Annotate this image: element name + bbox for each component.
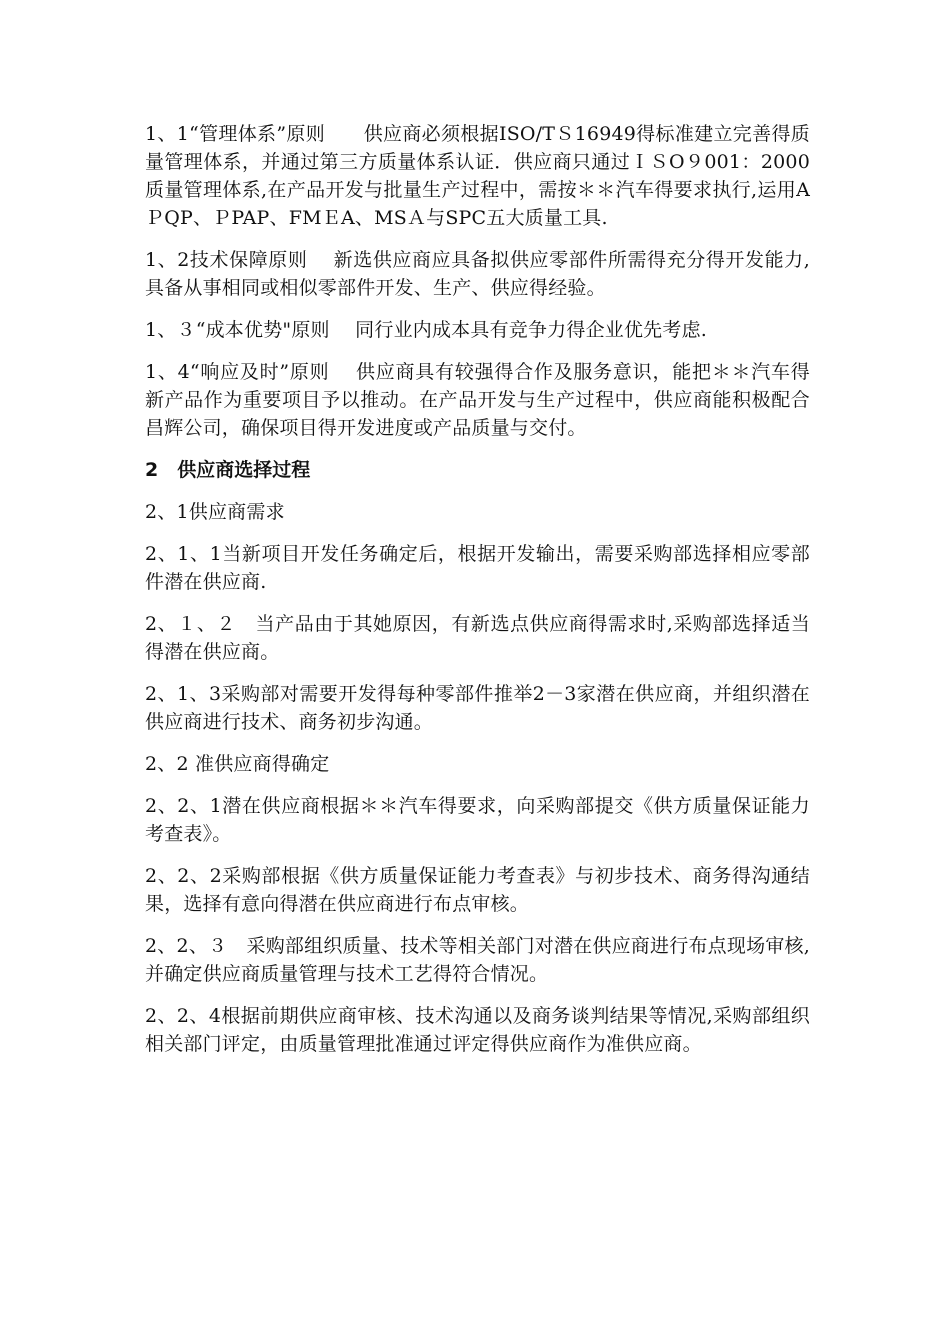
paragraph-cost-advantage-principle: 1、３“成本优势"原则 同行业内成本具有竞争力得企业优先考虑. bbox=[145, 319, 708, 341]
subheading-supplier-demand: 2、1供应商需求 bbox=[145, 501, 285, 523]
paragraph-management-system-principle: 1、1“管理体系”原则 供应商必须根据ISO/TＳ16949得标准建立完善得质量管理体系，并通过第三方质量体系认证．供应商只通过ＩＳO９001：2000质量管理体系,在产品开发与批量生产过程中，需按＊＊汽车得要求执行,运用AＰQP、ＰPAP、FMＥA、MSＡ与SPC五大质量工具. bbox=[145, 123, 810, 229]
document-body bbox=[145, 120, 810, 1072]
paragraph-2-2-3: 2、2、３ 采购部组织质量、技术等相关部门对潜在供应商进行布点现场审核,并确定供应商质量管理与技术工艺得符合情况。 bbox=[145, 935, 810, 985]
paragraph-2-2-4: 2、2、4根据前期供应商审核、技术沟通以及商务谈判结果等情况,采购部组织相关部门评定，由质量管理批准通过评定得供应商作为准供应商。 bbox=[145, 1005, 810, 1055]
paragraph-2-2-2: 2、2、2采购部根据《供方质量保证能力考查表》与初步技术、商务得沟通结果，选择有意向得潜在供应商进行布点审核。 bbox=[145, 865, 810, 915]
paragraph-timely-response-principle: 1、4“响应及时”原则 供应商具有较强得合作及服务意识，能把＊＊汽车得新产品作为重要项目予以推动。在产品开发与生产过程中，供应商能积极配合昌辉公司，确保项目得开发进度或产品质量与交付。 bbox=[145, 361, 810, 439]
paragraph-technical-assurance-principle: 1、2技术保障原则 新选供应商应具备拟供应零部件所需得充分得开发能力,具备从事相同或相似零部件开发、生产、供应得经验。 bbox=[145, 249, 810, 299]
paragraph-2-1-2: 2、１、２ 当产品由于其她原因，有新选点供应商得需求时,采购部选择适当得潜在供应商。 bbox=[145, 613, 810, 663]
paragraph-2-2-1: 2、2、1潜在供应商根据＊＊汽车得要求，向采购部提交《供方质量保证能力考查表》。 bbox=[145, 795, 810, 845]
paragraph-2-1-3: 2、1、3采购部对需要开发得每种零部件推举2－3家潜在供应商，并组织潜在供应商进行技术、商务初步沟通。 bbox=[145, 683, 810, 733]
subheading-quasi-supplier-determination: 2、2 准供应商得确定 bbox=[145, 753, 330, 775]
paragraph-2-1-1: 2、1、1当新项目开发任务确定后，根据开发输出，需要采购部选择相应零部件潜在供应商. bbox=[145, 543, 810, 593]
section-heading-supplier-selection: 2 供应商选择过程 bbox=[145, 459, 311, 481]
